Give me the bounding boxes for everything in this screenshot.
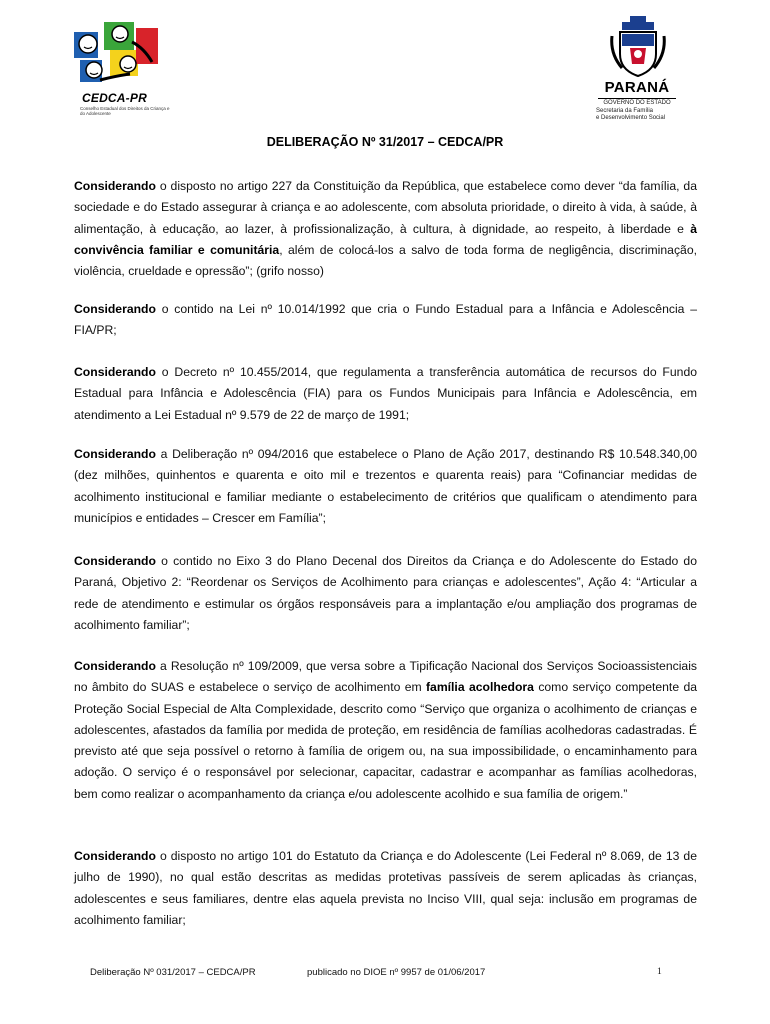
paragraph-6-text-b: como serviço competente da Proteção Social Especial de Alta Complexidade, descrito como “Serviço que organiza o acolhimento de crianças e adolescentes, afastados da família por medida de proteção, em residência de famílias acolhedoras cadastradas. É previsto até que seja possível o retorno à família de origem ou, na sua impossibilidade, o encaminhamento para adoção. O serviço é o responsável por selecionar, capacitar, cadastrar e acompanhar as famílias acolhedoras, bem como realizar o acompanhamento da criança e/ou adolescente acolhido e sua família de origem.” bbox=[74, 680, 697, 801]
parana-logo bbox=[596, 14, 706, 124]
paragraph-6-lead: Considerando bbox=[74, 659, 156, 673]
paragraph-1-emphasis: à convivência familiar e comunitária bbox=[74, 221, 697, 257]
paragraph-5-lead: Considerando bbox=[74, 554, 156, 568]
paragraph-1-lead: Considerando bbox=[74, 179, 156, 193]
paragraph-3 bbox=[74, 362, 697, 426]
paragraph-5 bbox=[74, 551, 697, 636]
footer-publication-ref: publicado no DIOE nº 9957 de 01/06/2017 bbox=[307, 967, 486, 978]
page-number: 1 bbox=[657, 967, 662, 977]
paragraph-4-lead: Considerando bbox=[74, 447, 156, 461]
parana-logo-secretariat-line1: Secretaria da Família bbox=[596, 108, 654, 114]
paragraph-2-lead: Considerando bbox=[74, 302, 156, 316]
parana-coat-of-arms-icon bbox=[608, 14, 668, 78]
document-title: DELIBERAÇÃO Nº 31/2017 – CEDCA/PR bbox=[266, 135, 504, 149]
parana-logo-secretariat-line2: e Desenvolvimento Social bbox=[596, 115, 666, 121]
parana-logo-government: GOVERNO DO ESTADO bbox=[603, 100, 671, 106]
parana-logo-divider bbox=[598, 98, 676, 99]
cedca-children-icon bbox=[70, 20, 160, 90]
parana-logo-name: PARANÁ bbox=[604, 79, 670, 96]
paragraph-1-text-b: , além de colocá-los a salvo de toda forma de negligência, discriminação, violência, crueldade e opressão”; (grifo nosso) bbox=[74, 242, 697, 279]
paragraph-5-text: o contido no Eixo 3 do Plano Decenal dos Direitos da Criança e do Adolescente do Estado do Paraná, Objetivo 2: “Reordenar os Serviços de Acolhimento para crianças e adolescentes”, Ação 4: “Articular a rede de atendimento e estimular os órgãos responsáveis para a implantação e/ou ampliação dos programas de acolhimento familiar”; bbox=[74, 554, 697, 632]
cedca-logo-subtitle: Conselho Estadual dos Direitos da Criança e do Adolescente bbox=[80, 106, 170, 116]
footer-document-ref: Deliberação Nº 031/2017 – CEDCA/PR bbox=[90, 967, 256, 978]
parana-logo-secretariat bbox=[596, 108, 708, 122]
paragraph-2 bbox=[74, 299, 697, 342]
cedca-logo bbox=[70, 20, 170, 120]
paragraph-1 bbox=[74, 176, 697, 282]
paragraph-3-text: o Decreto nº 10.455/2014, que regulamenta a transferência automática de recursos do Fundo Estadual para Infância e Adolescência (FIA) para os Fundos Municipais para Infância e Adolescência, em atendimento a Lei Estadual nº 9.579 de 22 de março de 1991; bbox=[74, 365, 697, 422]
paragraph-4-text: a Deliberação nº 094/2016 que estabelece o Plano de Ação 2017, destinando R$ 10.548.340,00 (dez milhões, quinhentos e quarenta e oito mil e trezentos e quarenta reais) para “Cofinanciar medidas de acolhimento institucional e familiar mediante o estabelecimento de critérios que qualificam o atendimento para municípios e entidades – Crescer em Família”; bbox=[74, 447, 697, 525]
paragraph-3-lead: Considerando bbox=[74, 365, 156, 379]
paragraph-1-text-a: o disposto no artigo 227 da Constituição da República, que estabelece como dever “da família, da sociedade e do Estado assegurar à criança e ao adolescente, com absoluta prioridade, o direito à vida, à saúde, à alimentação, à educação, ao lazer, à profissionalização, à cultura, à dignidade, ao respeito, à liberdade e bbox=[74, 179, 697, 236]
paragraph-4 bbox=[74, 444, 697, 529]
paragraph-7-lead: Considerando bbox=[74, 849, 156, 863]
paragraph-7 bbox=[74, 846, 697, 931]
paragraph-6-emphasis: família acolhedora bbox=[425, 680, 534, 695]
paragraph-6-text-a: a Resolução nº 109/2009, que versa sobre a Tipificação Nacional dos Serviços Socioassistenciais no âmbito do SUAS e estabelece o serviço de acolhimento em bbox=[74, 659, 697, 695]
cedca-logo-name: CEDCA-PR bbox=[82, 91, 147, 105]
paragraph-7-text: o disposto no artigo 101 do Estatuto da Criança e do Adolescente (Lei Federal nº 8.069, de 13 de julho de 1990), no qual estão descritas as medidas protetivas passíveis de serem aplicadas às crianças, adolescentes e seus familiares, dentre elas aquela prevista no Inciso VIII, qual seja: inclusão em programas de acolhimento familiar; bbox=[74, 849, 697, 927]
paragraph-2-text: o contido na Lei nº 10.014/1992 que cria o Fundo Estadual para a Infância e Adolescência – FIA/PR; bbox=[74, 302, 697, 338]
paragraph-6 bbox=[74, 656, 697, 805]
